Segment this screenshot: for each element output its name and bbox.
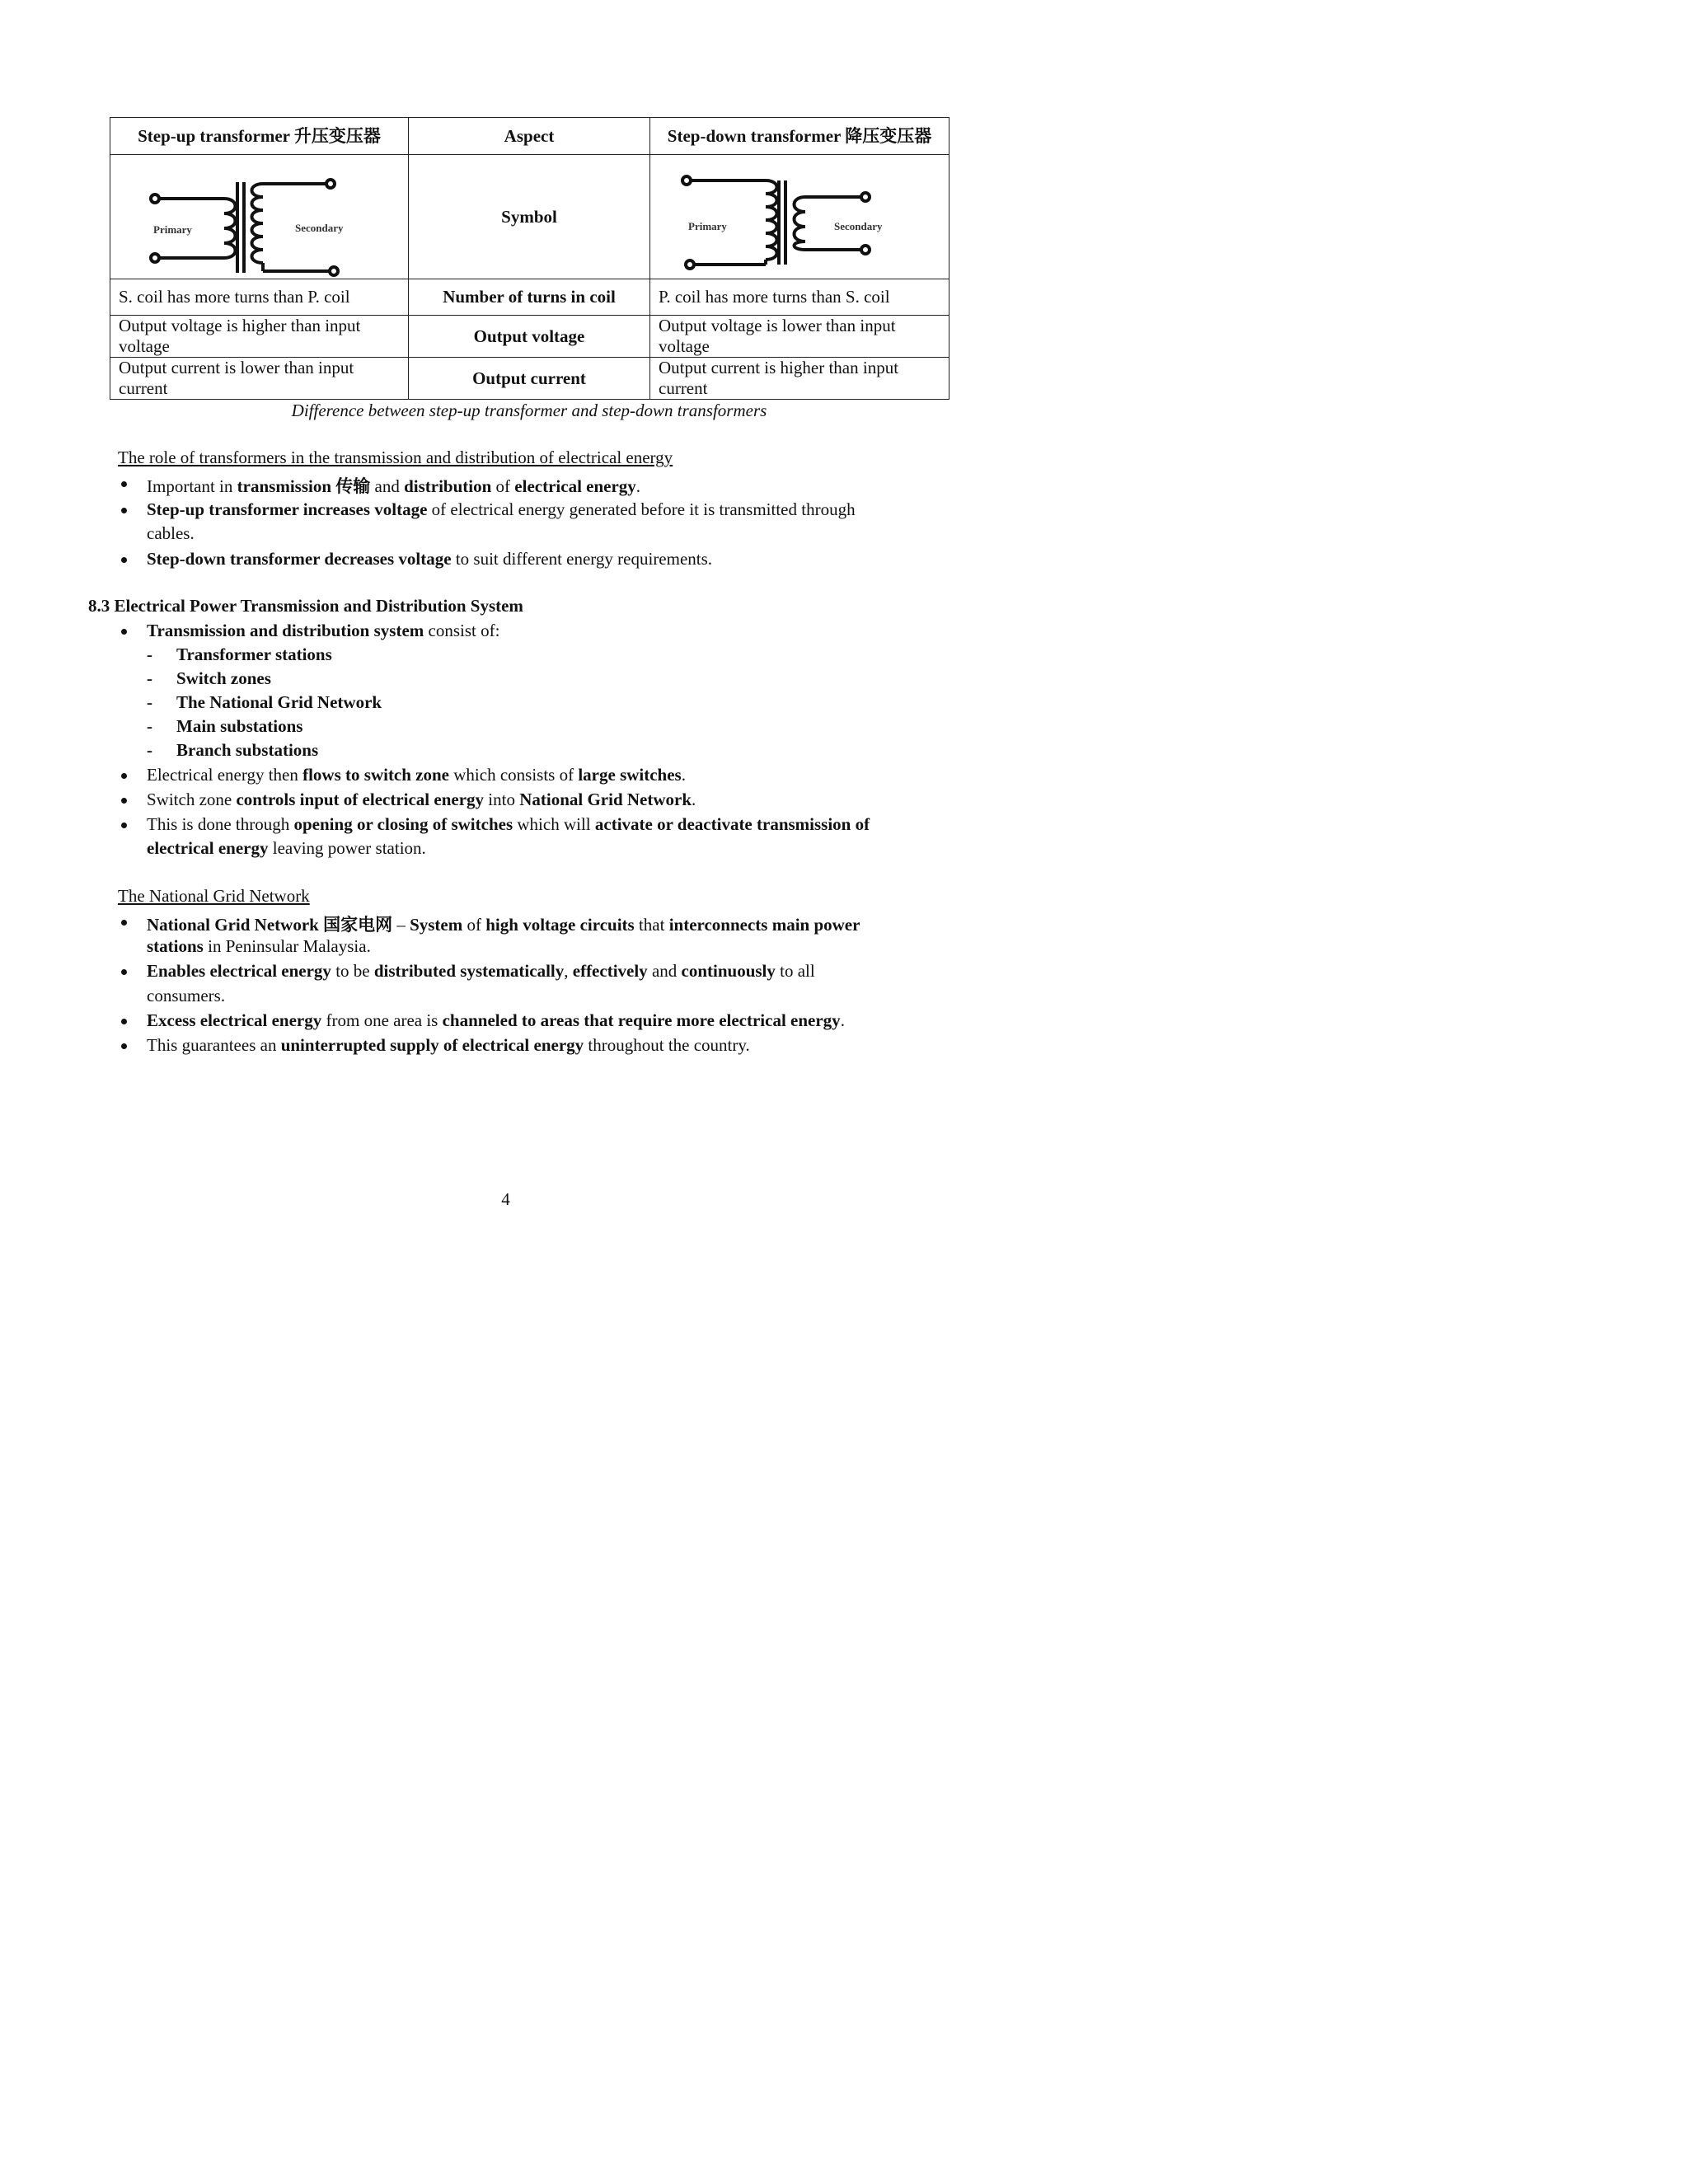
table-header-row xyxy=(110,118,950,155)
comparison-table xyxy=(110,117,950,400)
step-up-transformer-symbol xyxy=(119,156,399,278)
list-item: This is done through opening or closing of switches which will activate or deactivate transmission of xyxy=(147,814,870,834)
list-item-continuation: cables. xyxy=(147,523,195,543)
list-item-continuation: electrical energy leaving power station. xyxy=(147,838,426,858)
list-item: Electrical energy then flows to switch zone which consists of large switches. xyxy=(147,765,686,785)
sub-item: - Transformer stations xyxy=(176,644,332,665)
cell-aspect: Number of turns in coil xyxy=(409,279,650,316)
cell-step-down: P. coil has more turns than S. coil xyxy=(650,279,950,316)
sub-item: - Branch substations xyxy=(176,740,318,761)
header-aspect: Aspect xyxy=(409,118,650,155)
cell-step-down: Output voltage is lower than input voltage xyxy=(650,316,950,358)
cell-step-up: S. coil has more turns than P. coil xyxy=(110,279,409,316)
list-item-continuation: consumers. xyxy=(147,986,226,1005)
cell-step-up: Output voltage is higher than input voltage xyxy=(110,316,409,358)
secondary-label: Secondary xyxy=(834,220,883,232)
cell-aspect: Output voltage xyxy=(409,316,650,358)
list-item-continuation: stations in Peninsular Malaysia. xyxy=(147,936,371,956)
list-item: Switch zone controls input of electrical energy into National Grid Network. xyxy=(147,790,696,809)
cell-aspect: Output current xyxy=(409,358,650,400)
list-item: Step-up transformer increases voltage of electrical energy generated before it is transmitted through xyxy=(147,499,856,519)
symbol-aspect: Symbol xyxy=(409,155,650,279)
header-step-up: Step-up transformer 升压变压器 xyxy=(110,118,409,155)
list-item: This guarantees an uninterrupted supply of electrical energy throughout the country. xyxy=(147,1035,750,1055)
page-number: 4 xyxy=(501,1189,510,1209)
primary-label: Primary xyxy=(688,220,727,232)
sub-item: - Main substations xyxy=(176,716,302,737)
list-item: Excess electrical energy from one area is channeled to areas that require more electrical energy. xyxy=(147,1010,845,1030)
table-row xyxy=(110,358,950,400)
sub-item: - The National Grid Network xyxy=(176,692,382,713)
table-row xyxy=(110,279,950,316)
list-item: Important in transmission 传输 and distribution of electrical energy. xyxy=(147,473,640,498)
section-heading: 8.3 Electrical Power Transmission and Distribution System xyxy=(88,596,523,616)
cell-step-down: Output current is higher than input current xyxy=(650,358,950,400)
list-item: Enables electrical energy to be distributed systematically, effectively and continuously to all xyxy=(147,961,815,981)
table-row xyxy=(110,316,950,358)
role-heading: The role of transformers in the transmission and distribution of electrical energy xyxy=(118,448,673,467)
symbol-row xyxy=(110,155,950,279)
table-caption: Difference between step-up transformer and step-down transformers xyxy=(291,401,767,420)
step-down-transformer-symbol xyxy=(659,156,939,278)
list-item: Transmission and distribution system consist of: xyxy=(147,621,500,640)
list-item: National Grid Network 国家电网 – System of high voltage circuits that interconnects main power xyxy=(147,912,860,936)
cell-step-up: Output current is lower than input current xyxy=(110,358,409,400)
step-down-symbol-cell xyxy=(650,155,950,279)
header-step-down: Step-down transformer 降压变压器 xyxy=(650,118,950,155)
sub-item: - Switch zones xyxy=(176,668,271,689)
grid-heading: The National Grid Network xyxy=(118,886,310,906)
secondary-label: Secondary xyxy=(295,222,344,234)
step-up-symbol-cell xyxy=(110,155,409,279)
primary-label: Primary xyxy=(153,223,192,236)
list-item: Step-down transformer decreases voltage to suit different energy requirements. xyxy=(147,549,713,569)
